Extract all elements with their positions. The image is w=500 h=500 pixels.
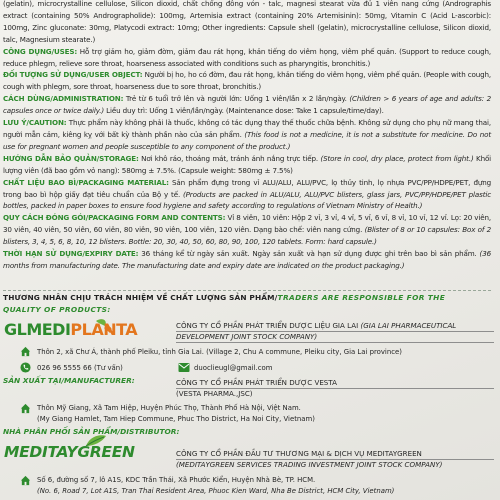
administration-text: Trẻ từ 6 tuổi trở lên và người lớn: Uống 1 viên/lần x 2 lần/ngày. xyxy=(123,94,350,104)
packaging-form-paragraph xyxy=(3,212,491,248)
home-icon xyxy=(20,403,31,414)
expiry-text: 36 tháng kể từ ngày sản xuất. Ngày sản xuất và hạn sử dụng được ghi trên bao bì sản phẩm. xyxy=(138,249,480,259)
user-object-text: Người bị ho, ho có đờm, đau rát họng, khản tiếng do viêm họng, viêm phế quản. (People with cough, cough with phlegm, sore throat, hoarseness due to sore throat, bronchitis.) xyxy=(3,70,491,92)
glmediplanta-logo xyxy=(4,318,172,344)
uses-text: Hỗ trợ giảm ho, giảm đờm, giảm đau rát họng, khản tiếng do viêm họng, viêm phế quản. (Support to reduce cough, reduce phlegm, relieve sore throat, hoarseness associated with conditions such as pharyngitis, bronchitis.) xyxy=(3,46,491,68)
home-icon xyxy=(20,346,31,357)
expiry-text-en: (36 months from manufacturing date. The manufacturing date and expiry date are indicated on the product packaging.) xyxy=(3,249,491,270)
section-divider xyxy=(3,290,491,291)
distributor-company-name-en: (MEDITAYGREEN SERVICES TRADING INVESTMENT JOINT STOCK COMPANY) xyxy=(176,460,443,469)
responsible-heading-en: TRADERS ARE RESPONSIBLE FOR THE xyxy=(277,293,446,302)
uses-paragraph xyxy=(3,46,491,70)
manufacturer-address-text-en: (My Giang Hamlet, Tam Hiep Commune, Phuc Tho District, Ha Noi City, Vietnam) xyxy=(37,414,315,423)
manufacturer-heading xyxy=(3,376,135,385)
manufacturer-address xyxy=(37,403,492,424)
expiry-paragraph xyxy=(3,248,491,272)
manufacturer-company-name: CÔNG TY CỔ PHẦN PHÁT TRIỂN DƯỢC VESTA xyxy=(176,378,337,387)
storage-text: Nơi khô ráo, thoáng mát, tránh ánh nắng trực tiếp. xyxy=(138,153,321,163)
responsible-phone: 026 96 5555 66 (Tư vấn) xyxy=(37,364,123,372)
company-underline-2 xyxy=(176,342,494,343)
expiry-label: THỜI HẠN SỬ DỤNG/EXPIRY DATE: xyxy=(3,249,139,259)
caution-text: Thực phẩm này không phải là thuốc, không có tác dụng thay thế thuốc chữa bệnh. Không sử dụng cho phụ nữ mang thai, người mẫn cảm, kiêng kỵ với bất kỳ thành phần nào của sản phẩm. xyxy=(3,118,491,139)
home-icon xyxy=(20,475,31,486)
responsible-heading-vi: THƯƠNG NHÂN CHỊU TRÁCH NHIỆM VỀ CHẤT LƯỢNG SẢN PHẨM/ xyxy=(3,293,278,302)
storage-text-en: (Store in cool, dry place, protect from light.) xyxy=(320,153,474,163)
distributor-label: NHÀ PHÂN PHỐI SẢN PHẨM/DISTRIBUTOR: xyxy=(3,427,180,436)
manufacturer-company-name-en: (VESTA PHARMA.,JSC) xyxy=(176,389,253,398)
distributor-address xyxy=(37,475,495,496)
uses-label: CÔNG DỤNG/USES: xyxy=(3,46,78,56)
packaging-material-paragraph xyxy=(3,177,491,213)
responsible-email: duoclieugl@gmail.com xyxy=(194,364,273,372)
email-icon xyxy=(178,362,190,373)
manufacturer-address-text: Thôn Mỹ Giang, Xã Tam Hiệp, Huyện Phúc Thọ, Thành Phố Hà Nội, Việt Nam. xyxy=(37,404,301,412)
distributor-company-name: CÔNG TY CỔ PHẦN ĐẦU TƯ THƯƠNG MẠI & DỊCH VỤ MEDITAYGREEN xyxy=(176,449,422,458)
ingredients-text: (gelatin), microcrystalline cellulose, Silicon dioxid, chất chống đông vón - talc, magnesi stearat vừa đủ 1 viên nang cứng (Andrographis extract (containing 50% Andrographolide): 100mg, Artemisia extract (containing 20% Artemisinin): 50mg, Vitamin C (Acid L-ascorbic): 100mg, Zinc gluconate: 30mg, Platycodi extract: 10mg; Other ingredients: Capsule shell (gelatin), microcrystalline cellulose, Silicon dioxid, talc, Magnesium stearate.) xyxy=(3,0,491,44)
packaging-form-text-en: (Blister of 8 or 10 capsules: Box of 2 blisters, 3, 4, 5, 6, 8, 10, 12 blisters. Bottle: 20, 30, 40, 50, 60, 80, 90, 100, 120 tablets. Form: hard capsule.) xyxy=(3,225,491,247)
logo-text-meditaygreen: MEDITAYGREEN xyxy=(4,443,135,461)
manufacturer-label: SẢN XUẤT TẠI/MANUFACTURER: xyxy=(3,376,135,385)
caution-label: LƯU Ý/CAUTION: xyxy=(3,118,67,128)
distributor-address-text-en: (No. 6, Road 7, Lot A1S, Tran Thai Resident Area, Phuoc Kien Ward, Nha Be District, HCM City, Vietnam) xyxy=(37,486,395,495)
user-object-label: ĐỐI TƯỢNG SỬ DỤNG/USER OBJECT: xyxy=(3,70,143,80)
caution-paragraph xyxy=(3,117,491,153)
packaging-material-label: CHẤT LIỆU BAO BÌ/PACKAGING MATERIAL: xyxy=(3,177,169,187)
packaging-form-text: Vỉ 8 viên, 10 viên: Hộp 2 vỉ, 3 vỉ, 4 vỉ, 5 vỉ, 6 vỉ, 8 vỉ, 10 vỉ, 12 vỉ. Lọ: 20 viên, 30 viên, 40 viên, 50 viên, 60 viên, 80 viên, 90 viên, 100 viên, 120 viên. Dạng bào chế: viên nang cứng. xyxy=(3,213,491,235)
responsible-company-name-en: (GIA LAI PHARMACEUTICAL DEVELOPMENT JOINT STOCK COMPANY) xyxy=(176,321,457,341)
responsible-address-text: Thôn 2, xã Chư Á, thành phố Pleiku, tỉnh Gia Lai. (Village 2, Chu A commune, Pleiku city, Gia Lai province) xyxy=(37,348,402,356)
capsule-weight-text: Khối lượng viên (đã bao gồm vỏ nang): 580mg ± 7.5%. (Capsule weight: 580mg ± 7.5%) xyxy=(3,153,492,175)
responsible-address xyxy=(37,347,487,358)
responsible-heading-en-2: QUALITY OF PRODUCTS: xyxy=(3,305,111,314)
logo-text-planta: PLANTA xyxy=(70,320,138,339)
distributor-address-text: Số 6, đường số 7, lô A1S, KDC Trần Thái, Xã Phước Kiển, Huyện Nhà Bè, TP. HCM. xyxy=(37,476,316,484)
storage-paragraph xyxy=(3,153,491,177)
ingredients-paragraph xyxy=(3,0,491,46)
logo-text-glmedi: GLMEDI xyxy=(4,320,71,339)
administration-paragraph xyxy=(3,93,491,117)
responsible-company-name: CÔNG TY CỔ PHẦN PHÁT TRIỂN DƯỢC LIỆU GIA LAI xyxy=(176,321,359,330)
administration-text-en: (Children > 6 years of age and adults: 2 capsules once or twice daily.) xyxy=(3,94,492,116)
maintenance-dose-text: Liều duy trì: Uống 1 viên/lần/ngày. (Maintenance dose: Take 1 capsule/time/day). xyxy=(104,106,384,116)
administration-label: CÁCH DÙNG/ADMINISTRATION: xyxy=(3,94,124,104)
meditaygreen-logo xyxy=(4,440,134,466)
packaging-material-text-en: (Products are packed in ALU/ALU, ALU/PVC blisters, glass jars, PVC/PP/HDPE/PET plastic bottles, packed in paper boxes to ensure food hygiene and safety according to regulations of Vietnam Ministry of Health.) xyxy=(3,189,491,211)
distributor-underline xyxy=(176,459,494,460)
manufacturer-underline xyxy=(176,388,494,389)
caution-text-en: (This food is not a medicine, it is not a substitute for medicine. Do not use for pregnant women and people susceptible to any component of the product.) xyxy=(3,129,491,151)
company-underline xyxy=(176,331,494,332)
product-info-text xyxy=(3,0,491,272)
user-object-paragraph xyxy=(3,69,491,93)
storage-label: HƯỚNG DẪN BẢO QUẢN/STORAGE: xyxy=(3,153,139,163)
phone-icon xyxy=(20,362,31,373)
responsible-trader-heading xyxy=(3,292,493,316)
packaging-form-label: QUY CÁCH ĐÓNG GÓI/PACKAGING FORM AND CONTENTS: xyxy=(3,213,226,223)
packaging-material-text: Sản phẩm đựng trong vỉ ALU/ALU, ALU/PVC, lọ thủy tinh, lọ nhựa PVC/PP/HDPE/PET, đựng trong bao bì hộp giấy đạt tiêu chuẩn của Bộ y tế. xyxy=(3,177,492,199)
